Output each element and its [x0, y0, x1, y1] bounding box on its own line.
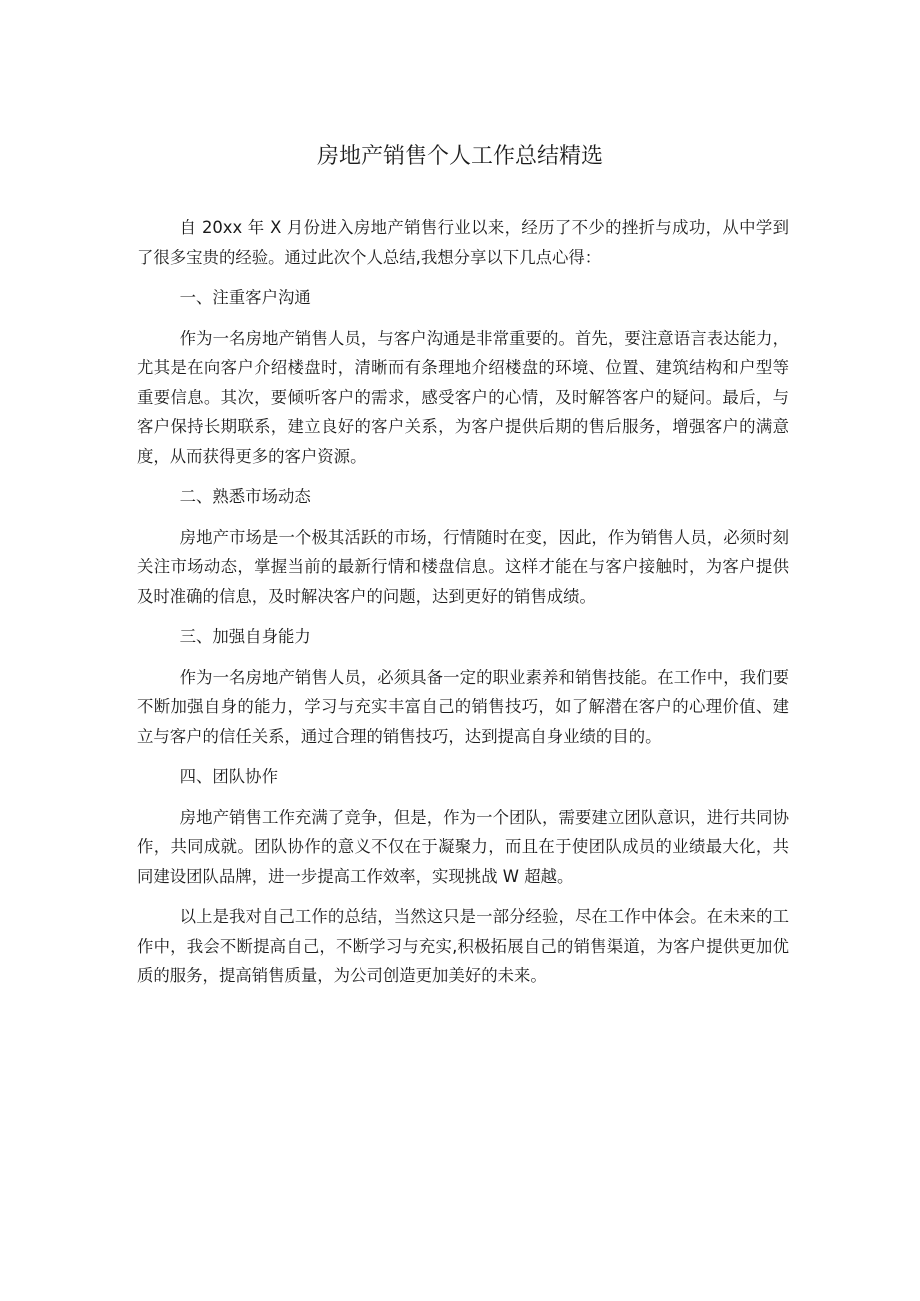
section-heading-customer-communication: 一、注重客户沟通 — [179, 288, 311, 307]
document-body — [137, 213, 789, 1002]
document-title: 房地产销售个人工作总结精选 — [316, 144, 603, 169]
section-body-teamwork: 房地产销售工作充满了竞争，但是，作为一个团队，需要建立团队意识，进行共同协作，共同成就。团队协作的意义不仅在于凝聚力，而且在于使团队成员的业绩最大化，共同建设团队品牌，进一步提高工作效率，实现挑战 W 超越。 — [137, 807, 789, 886]
section-body-market-dynamics: 房地产市场是一个极其活跃的市场，行情随时在变，因此，作为销售人员，必须时刻关注市场动态，掌握当前的最新行情和楼盘信息。这样才能在与客户接触时，为客户提供及时准确的信息，及时解决客户的问题，达到更好的销售成绩。 — [137, 527, 789, 606]
section-body-self-improvement: 作为一名房地产销售人员，必须具备一定的职业素养和销售技能。在工作中，我们要不断加强自身的能力，学习与充实丰富自己的销售技巧，如了解潜在客户的心理价值、建立与客户的信任关系，通过合理的销售技巧，达到提高自身业绩的目的。 — [137, 667, 789, 746]
section-heading-market-dynamics: 二、熟悉市场动态 — [179, 487, 311, 506]
intro-paragraph: 自 20xx 年 X 月份进入房地产销售行业以来，经历了不少的挫折与成功，从中学到了很多宝贵的经验。通过此次个人总结,我想分享以下几点心得： — [137, 218, 789, 267]
conclusion-paragraph: 以上是我对自己工作的总结，当然这只是一部分经验，尽在工作中体会。在未来的工作中，我会不断提高自己，不断学习与充实,积极拓展自己的销售渠道，为客户提供更加优质的服务，提高销售质量，为公司创造更加美好的未来。 — [137, 907, 789, 985]
section-heading-teamwork: 四、团队协作 — [179, 767, 278, 786]
section-heading-self-improvement: 三、加强自身能力 — [179, 627, 311, 646]
section-body-customer-communication: 作为一名房地产销售人员，与客户沟通是非常重要的。首先，要注意语言表达能力，尤其是在向客户介绍楼盘时，清晰而有条理地介绍楼盘的环境、位置、建筑结构和户型等重要信息。其次，要倾听客户的需求，感受客户的心情，及时解答客户的疑问。最后，与客户保持长期联系，建立良好的客户关系，为客户提供后期的售后服务，增强客户的满意度，从而获得更多的客户资源。 — [137, 328, 789, 466]
